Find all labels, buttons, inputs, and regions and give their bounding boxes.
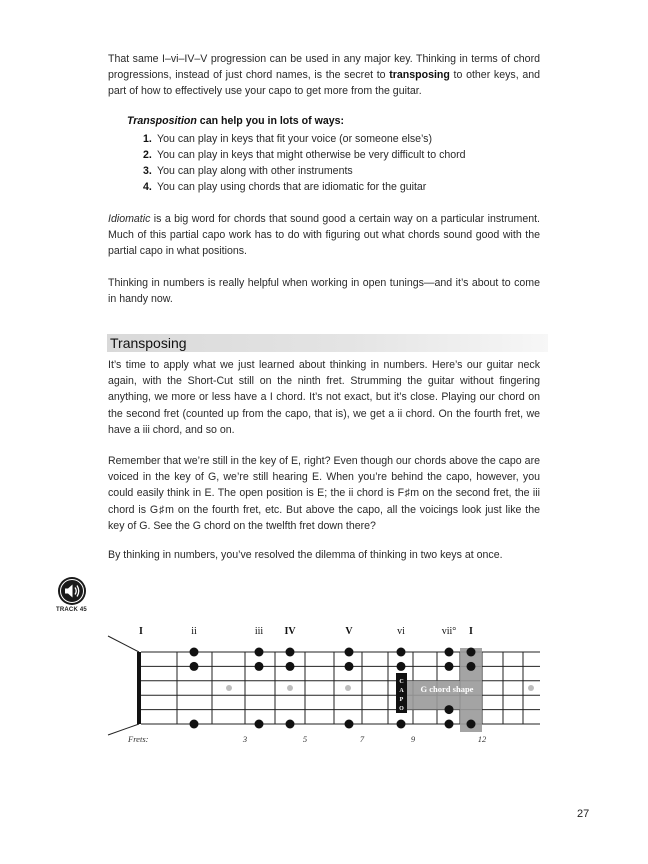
- transposing-paragraph-3: By thinking in numbers, you’ve resolved the dilemma of thinking in two keys at once.: [108, 549, 503, 561]
- finger-dot: [255, 662, 264, 671]
- fret-number: 12: [477, 734, 487, 744]
- fret-marker: [226, 685, 232, 691]
- page-number: 27: [577, 808, 590, 820]
- finger-dot: [445, 705, 454, 714]
- track-label: TRACK 45: [56, 607, 87, 613]
- finger-dot: [397, 662, 406, 671]
- finger-dot: [445, 648, 454, 657]
- numeral-vii-dim: vii°: [441, 626, 457, 637]
- audio-speaker-icon[interactable]: [57, 576, 87, 606]
- list-item: 2. You can play in keys that might otherwise be very difficult to chord: [143, 149, 466, 161]
- numeral-ii: ii: [191, 626, 197, 637]
- finger-dot: [397, 720, 406, 729]
- list-item: 3. You can play along with other instruments: [143, 165, 353, 177]
- finger-dot: [286, 720, 295, 729]
- finger-dot: [255, 648, 264, 657]
- fret-number: 5: [302, 734, 308, 744]
- finger-dot: [467, 662, 476, 671]
- fret-number: 9: [410, 734, 416, 744]
- transposing-bold-term: transposing: [389, 69, 450, 82]
- transposition-heading: Transposition can help you in lots of ways:: [127, 115, 345, 127]
- finger-dot: [190, 648, 199, 657]
- finger-dot: [467, 648, 476, 657]
- idiomatic-paragraph: Idiomatic is a big word for chords that sound good a certain way on a particular instrument. Much of this partial capo work has to do with figuring out what chords sound good with the partial capo in what positions.: [108, 213, 540, 258]
- numeral-V: V: [345, 626, 353, 637]
- transposing-paragraph-1: It’s time to apply what we just learned about thinking in numbers. Here’s our guitar neck again, with the Short-Cut still on the ninth fret. Strumming the guitar without fingering anything, we more or less have a I chord. It’s not exact, but it’s close. Playing our chord on the second fret (counted up from the capo, that is), we get a ii chord. On the fourth fret, we have a iii chord, and so on.: [108, 359, 540, 436]
- fret-marker: [345, 685, 351, 691]
- finger-dot: [286, 648, 295, 657]
- finger-dot: [190, 662, 199, 671]
- numeral-IV: IV: [284, 626, 296, 637]
- capo-letter: C: [399, 679, 404, 685]
- numeral-vi: vi: [397, 626, 405, 637]
- numeral-I-octave: I: [469, 626, 473, 637]
- list-item: 1. You can play in keys that fit your voice (or someone else’s): [143, 133, 432, 145]
- nut: [137, 652, 141, 724]
- g-chord-shape-label: G chord shape: [420, 684, 474, 694]
- finger-dot: [345, 720, 354, 729]
- intro-paragraph: That same I–vi–IV–V progression can be used in any major key. Thinking in terms of chord progressions, instead of just chord names, is the secret to transposing to other keys, and part of how to effectively use your capo to get more from the guitar.: [108, 53, 541, 98]
- finger-dot: [255, 720, 264, 729]
- finger-dot: [190, 720, 199, 729]
- transposition-list: [143, 131, 466, 195]
- fret-number: 3: [242, 734, 248, 744]
- transposing-paragraph-2: Remember that we’re still in the key of E, right? Even though our chords above the capo are voiced in the key of G, we’re still hearing E. When you’re behind the capo, however, you could easily think in E. The open position is E; the ii chord is F♯m on the second fret, the iii chord is G♯m on the fourth fret, etc. But above the capo, all the voicings look just like the key of G. See the G chord on the twelfth fret down there?: [108, 455, 540, 532]
- fret-number: 7: [359, 734, 365, 744]
- finger-dot: [286, 662, 295, 671]
- capo-letter: A: [399, 688, 404, 694]
- numbers-paragraph: Thinking in numbers is really helpful when working in open tunings—and it’s about to come in handy now.: [108, 277, 540, 306]
- capo-letter: O: [399, 706, 404, 712]
- finger-dot: [445, 662, 454, 671]
- fret-marker: [528, 685, 534, 691]
- section-title: Transposing: [110, 335, 187, 351]
- finger-dot: [445, 720, 454, 729]
- finger-dot: [345, 662, 354, 671]
- fretboard-diagram: [100, 620, 550, 750]
- capo-letter: P: [399, 697, 404, 703]
- finger-dot: [467, 720, 476, 729]
- frets-label: Frets:: [128, 734, 149, 744]
- fret-marker: [287, 685, 293, 691]
- finger-dot: [397, 648, 406, 657]
- finger-dot: [345, 648, 354, 657]
- list-item: 4. You can play using chords that are idiomatic for the guitar: [143, 181, 427, 193]
- numeral-iii: iii: [254, 626, 264, 637]
- headstock-line-top: [108, 636, 139, 652]
- numeral-I: I: [139, 626, 143, 637]
